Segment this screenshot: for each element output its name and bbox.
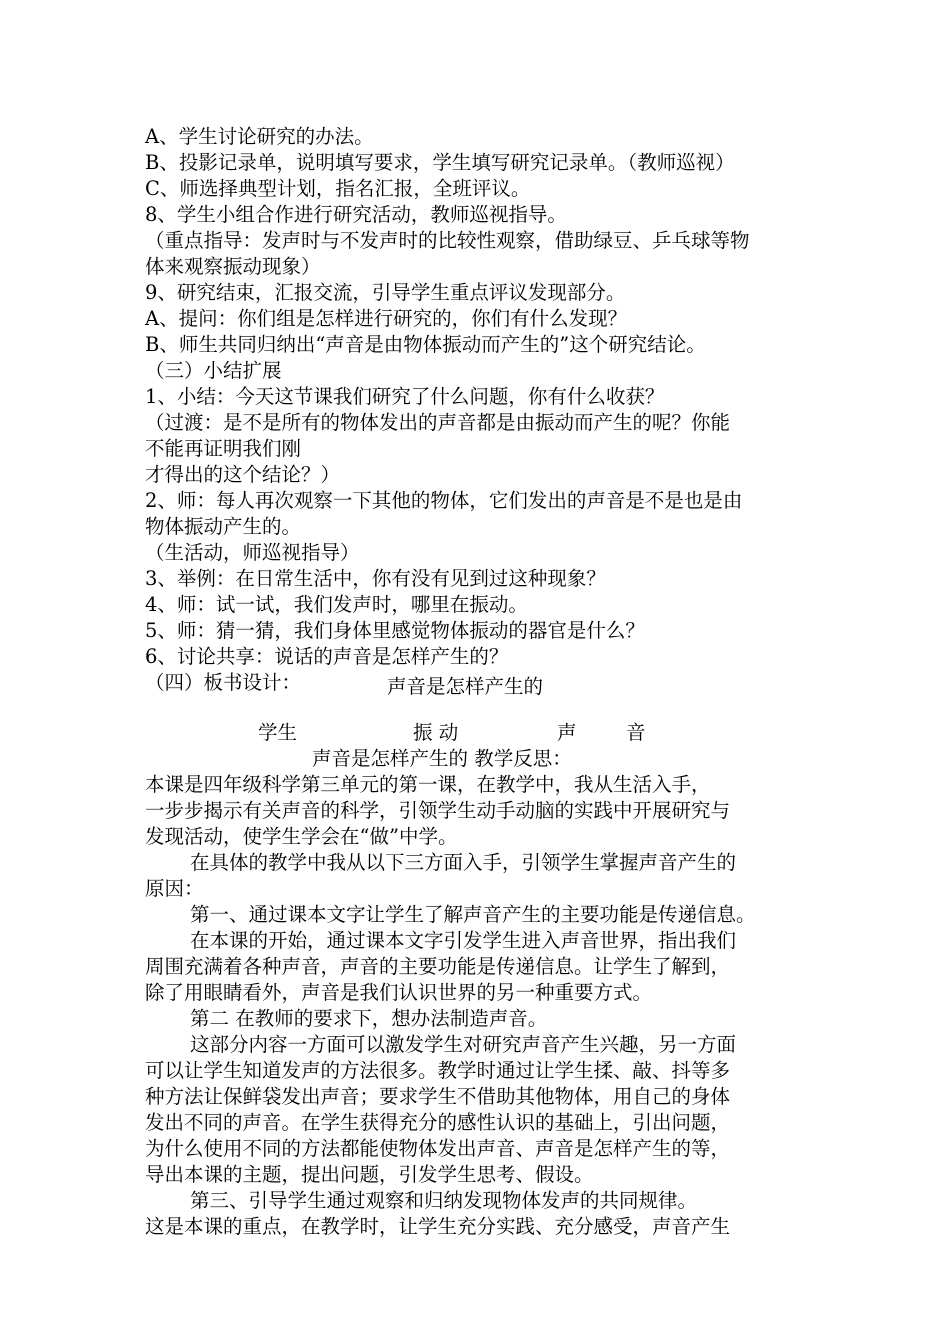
board-cell: 振 动 xyxy=(413,721,459,744)
text-line: 这部分内容一方面可以激发学生对研究声音产生兴趣，另一方面 xyxy=(190,1033,737,1056)
section-heading: （四）板书设计： xyxy=(145,671,302,694)
text-line: 6、讨论共享：说话的声音是怎样产生的？ xyxy=(145,645,509,668)
text-line: 为什么使用不同的方法都能使物体发出声音、声音是怎样产生的等， xyxy=(145,1137,731,1160)
board-title: 声音是怎样产生的 xyxy=(386,675,543,698)
text-line: 2、师：每人再次观察一下其他的物体，它们发出的声音是不是也是由 xyxy=(145,489,743,512)
text-line: 第二 在教师的要求下，想办法制造声音。 xyxy=(190,1007,548,1030)
text-line: （生活动，师巡视指导） xyxy=(145,541,360,564)
text-line: 在本课的开始，通过课本文字引发学生进入声音世界，指出我们 xyxy=(190,929,737,952)
text-line: 5、师：猜一猜，我们身体里感觉物体振动的器官是什么？ xyxy=(145,619,645,642)
text-line: 8、学生小组合作进行研究活动，教师巡视指导。 xyxy=(145,203,567,226)
text-line: A、学生讨论研究的办法。 xyxy=(145,125,374,148)
text-line: 原因： xyxy=(145,877,204,900)
text-line: C、师选择典型计划，指名汇报，全班评议。 xyxy=(145,177,531,200)
text-line: 体来观察振动现象） xyxy=(145,255,321,278)
text-line: 物体振动产生的。 xyxy=(145,515,302,538)
text-line: 9、研究结束，汇报交流，引导学生重点评议发现部分。 xyxy=(145,281,626,304)
text-line: 本课是四年级科学第三单元的第一课，在教学中，我从生活入手， xyxy=(145,773,711,796)
text-line: 导出本课的主题，提出问题，引发学生思考、假设。 xyxy=(145,1163,594,1186)
text-line: 1、小结：今天这节课我们研究了什么问题，你有什么收获？ xyxy=(145,385,665,408)
text-line: 4、师：试一试，我们发声时，哪里在振动。 xyxy=(145,593,528,616)
text-line: 发出不同的声音。在学生获得充分的感性认识的基础上，引出问题， xyxy=(145,1111,731,1134)
text-line: 可以让学生知道发声的方法很多。教学时通过让学生揉、敲、抖等多 xyxy=(145,1059,731,1082)
text-line: 周围充满着各种声音，声音的主要功能是传递信息。让学生了解到， xyxy=(145,955,731,978)
text-line: B、师生共同归纳出“声音是由物体振动而产生的”这个研究结论。 xyxy=(145,333,706,356)
text-line: A、提问：你们组是怎样进行研究的，你们有什么发现？ xyxy=(145,307,628,330)
text-line: 发现活动，使学生学会在“做”中学。 xyxy=(145,825,458,848)
text-line: B、投影记录单，说明填写要求，学生填写研究记录单。（教师巡视） xyxy=(145,151,735,174)
text-line: 第一、通过课本文字让学生了解声音产生的主要功能是传递信息。 xyxy=(190,903,756,926)
text-line: 不能再证明我们刚 xyxy=(145,437,302,460)
section-heading: （三）小结扩展 xyxy=(145,359,282,382)
text-line: （过渡：是不是所有的物体发出的声音都是由振动而产生的呢？你能 xyxy=(145,411,731,434)
text-line: 除了用眼睛看外，声音是我们认识世界的另一种重要方式。 xyxy=(145,981,653,1004)
board-cell: 学生 xyxy=(258,721,298,744)
board-cell: 音 xyxy=(626,721,646,744)
text-line: （重点指导：发声时与不发声时的比较性观察，借助绿豆、乒乓球等物 xyxy=(145,229,750,252)
text-line: 第三、引导学生通过观察和归纳发现物体发声的共同规律。 xyxy=(190,1189,698,1212)
text-line: 一步步揭示有关声音的科学，引领学生动手动脑的实践中开展研究与 xyxy=(145,799,731,822)
text-line: 种方法让保鲜袋发出声音；要求学生不借助其他物体，用自己的身体 xyxy=(145,1085,731,1108)
reflection-title: 声音是怎样产生的 教学反思： xyxy=(312,747,572,770)
text-line: 3、举例：在日常生活中，你有没有见到过这种现象？ xyxy=(145,567,606,590)
text-line: 才得出的这个结论？） xyxy=(145,463,341,486)
text-line: 在具体的教学中我从以下三方面入手，引领学生掌握声音产生的 xyxy=(190,851,737,874)
board-cell: 声 xyxy=(557,721,577,744)
text-line: 这是本课的重点，在教学时，让学生充分实践、充分感受，声音产生 xyxy=(145,1215,731,1238)
board-row xyxy=(0,720,950,746)
